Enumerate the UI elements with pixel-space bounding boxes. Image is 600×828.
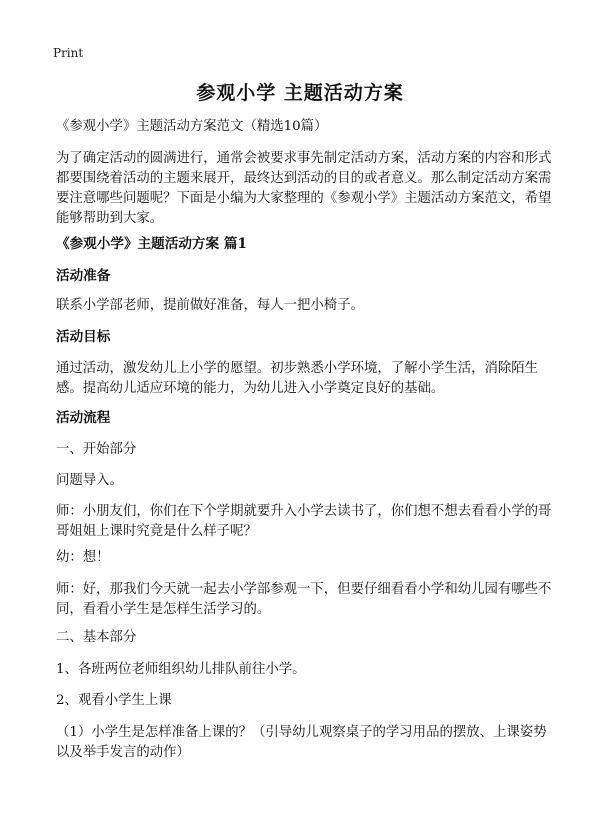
step-2: 2、观看小学生上课 [56,693,172,708]
prep-heading: 活动准备 [56,268,111,284]
goal-heading: 活动目标 [56,329,111,345]
print-label: Print [53,46,84,60]
section-title: 《参观小学》主题活动方案 篇1 [56,236,247,252]
flow-heading: 活动流程 [56,410,111,426]
document-subtitle: 《参观小学》主题活动方案范文（精选10篇） [56,119,328,134]
step-2-1: （1）小学生是怎样准备上课的？（引导幼儿观察桌子的学习用品的摆放、上课姿势以及举手发言的动作） [56,725,547,760]
goal-text: 通过活动，激发幼儿上小学的愿望。初步熟悉小学环境，了解小学生活，消除陌生感。提高幼儿适应环境的能力，为幼儿进入小学奠定良好的基础。 [56,361,539,396]
teacher-line-1: 师：小朋友们，你们在下个学期就要升入小学去读书了，你们想不想去看看小学的哥哥姐姐上课时究竟是什么样子呢？ [56,504,552,539]
intro-paragraph: 为了确定活动的圆满进行，通常会被要求事先制定活动方案，活动方案的内容和形式都要围绕着活动的主题来展开，最终达到活动的目的或者意义。那么制定活动方案需要注意哪些问题呢？下面是小编为大家整理的《参观小学》主题活动方案范文，希望能够帮助到大家。 [56,151,552,226]
part2-heading: 二、基本部分 [56,630,137,645]
document-title: 参观小学 主题活动方案 [196,82,404,104]
lead-in-text: 问题导入。 [56,473,123,488]
step-1: 1、各班两位老师组织幼儿排队前往小学。 [56,662,306,677]
child-line-1: 幼：想！ [56,550,110,565]
part1-heading: 一、开始部分 [56,442,137,457]
teacher-line-2: 师：好，那我们今天就一起去小学部参观一下，但要仔细看看小学和幼儿园有哪些不同，看看小学生是怎样生活学习的。 [56,582,552,617]
prep-text: 联系小学部老师，提前做好准备，每人一把小椅子。 [56,298,364,313]
